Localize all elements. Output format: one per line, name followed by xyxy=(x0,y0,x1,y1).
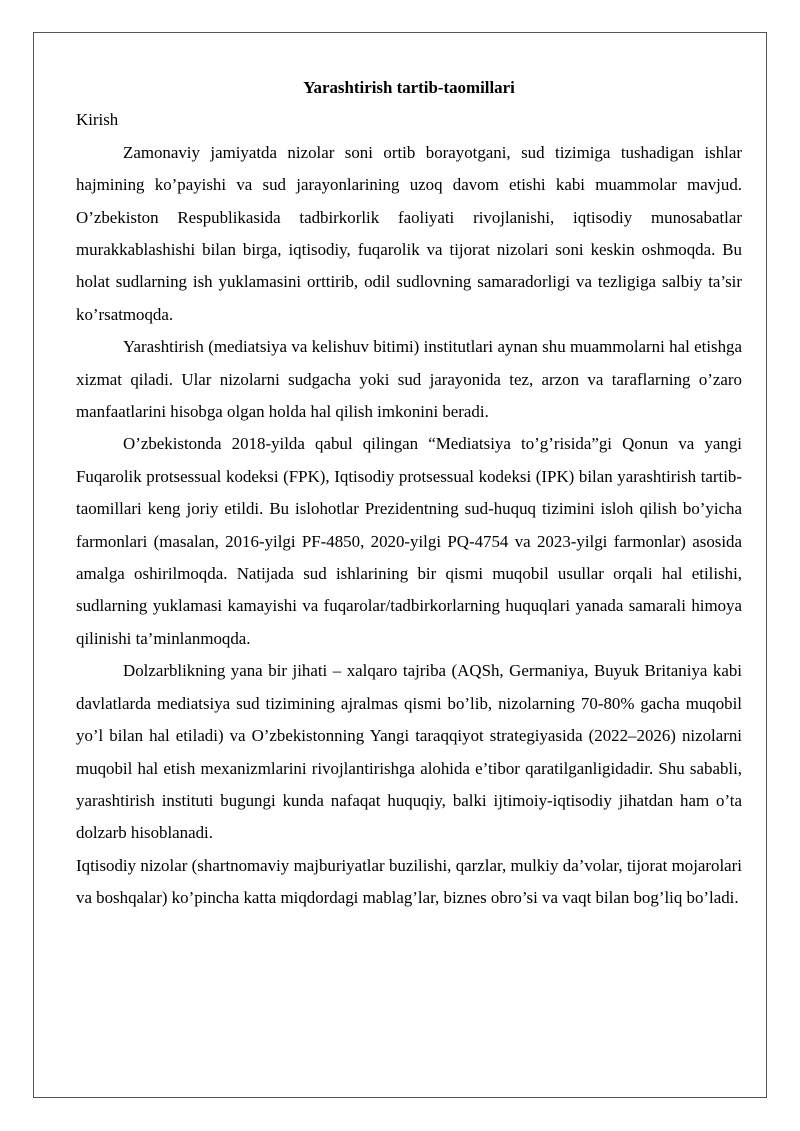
paragraph-1: Zamonaviy jamiyatda nizolar soni ortib borayotgani, sud tizimiga tushadigan ishlar hajmining ko’payishi va sud jarayonlarining uzoq davom etishi kabi muammolar mavjud. O’zbekiston Respublikasida tadbirkorlik faoliyati rivojlanishi, iqtisodiy munosabatlar murakkablashishi bilan birga, iqtisodiy, fuqarolik va tijorat nizolari soni keskin oshmoqda. Bu holat sudlarning ish yuklamasini orttirib, odil sudlovning samaradorligi va tezligiga salbiy ta’sir ko’rsatmoqda. xyxy=(76,142,742,324)
section-heading: Kirish xyxy=(76,110,119,130)
paragraph-5: Iqtisodiy nizolar (shartnomaviy majburiyatlar buzilishi, qarzlar, mulkiy da’volar, tijorat mojarolari va boshqalar) ko’pincha katta miqdordagi mablag’lar, biznes obro’si va vaqt bilan bog’liq bo’ladi. xyxy=(76,855,742,908)
document-title: Yarashtirish tartib-taomillari xyxy=(303,78,515,97)
document-body xyxy=(76,72,742,915)
paragraph-2: Yarashtirish (mediatsiya va kelishuv bitimi) institutlari aynan shu muammolarni hal etishga xizmat qiladi. Ular nizolarni sudgacha yoki sud jarayonida tez, arzon va taraflarning o’zaro manfaatlarini hisobga olgan holda hal qilish imkonini beradi. xyxy=(76,337,742,422)
paragraph-3: O’zbekistonda 2018-yilda qabul qilingan “Mediatsiya to’g’risida”gi Qonun va yangi Fuqarolik protsessual kodeksi (FPK), Iqtisodiy protsessual kodeksi (IPK) bilan yarashtirish tartib-taomillari keng joriy etildi. Bu islohotlar Prezidentning sud-huquq tizimini isloh qilish bo’yicha farmonlari (masalan, 2016-yilgi PF-4850, 2020-yilgi PQ-4754 va 2023-yilgi farmonlar) asosida amalga oshirilmoqda. Natijada sud ishlarining bir qismi muqobil usullar orqali hal etilishi, sudlarning yuklamasi kamayishi va fuqarolar/tadbirkorlarning huquqlari yanada samarali himoya qilinishi ta’minlanmoqda. xyxy=(76,434,742,648)
paragraph-4: Dolzarblikning yana bir jihati – xalqaro tajriba (AQSh, Germaniya, Buyuk Britaniya kabi davlatlarda mediatsiya sud tizimining ajralmas qismi bo’lib, nizolarning 70-80% gacha muqobil yo’l bilan hal etiladi) va O’zbekistonning Yangi taraqqiyot strategiyasida (2022–2026) nizolarni muqobil hal etish mexanizmlarini rivojlantirishga alohida e’tibor qaratilganligidadir. Shu sababli, yarashtirish instituti bugungi kunda nafaqat huquqiy, balki ijtimoiy-iqtisodiy jihatdan ham o’ta dolzarb hisoblanadi. xyxy=(76,661,742,843)
